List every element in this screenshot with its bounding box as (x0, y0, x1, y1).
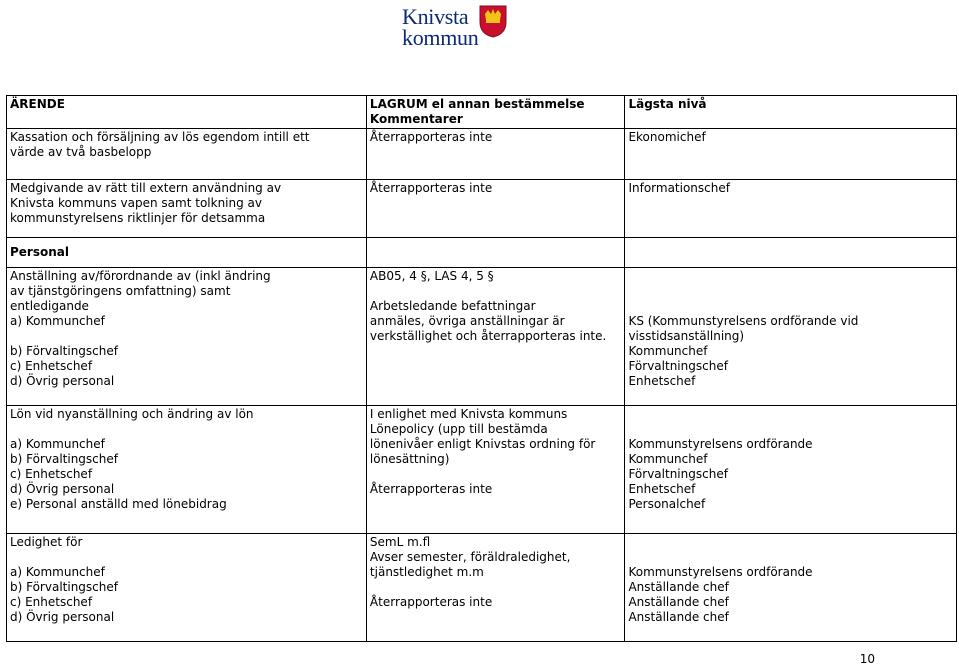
cell-spacer (10, 422, 363, 437)
cell-line: visstidsanställning) (628, 329, 745, 343)
section-personal: Personal (7, 238, 367, 268)
cell-line: b) Förvaltingschef (10, 580, 118, 594)
cell-line: Lönepolicy (upp till bestämda (369, 422, 548, 436)
r1-niva (625, 129, 957, 180)
table-row (7, 129, 957, 180)
cell-spacer (628, 535, 953, 550)
cell-line: Återrapporteras inte (369, 595, 493, 609)
cell-line: Lön vid nyanställning och ändring av lön (10, 407, 254, 421)
section-empty (366, 238, 625, 268)
table-row (7, 406, 957, 534)
cell-line: Återrapporteras inte (369, 130, 493, 144)
cell-spacer (628, 269, 953, 284)
cell-line: c) Enhetschef (10, 467, 93, 481)
cell-line: Kassation och försäljning av lös egendom intill ett (10, 130, 310, 144)
cell-spacer (10, 550, 363, 565)
table-row (7, 534, 957, 642)
cell-spacer (628, 299, 953, 314)
header-arende: ÄRENDE (7, 96, 367, 129)
cell-line: d) Övrig personal (10, 610, 115, 624)
r5-lagrum (366, 534, 625, 642)
table-row (7, 268, 957, 406)
coat-of-arms-icon (478, 4, 508, 38)
r5-niva (625, 534, 957, 642)
r4-lagrum (366, 406, 625, 534)
cell-line: Avser semester, föräldraledighet, (369, 550, 571, 564)
cell-line: a) Kommunchef (10, 314, 105, 328)
r4-niva (625, 406, 957, 534)
cell-line: Ledighet för (10, 535, 83, 549)
r2-lagrum (366, 180, 625, 238)
logo-line2: kommun (402, 25, 479, 50)
cell-line: Medgivande av rätt till extern användning av (10, 181, 282, 195)
table-row (7, 180, 957, 238)
cell-line: Anställande chef (628, 610, 729, 624)
cell-line: c) Enhetschef (10, 595, 93, 609)
r3-arende (7, 268, 367, 406)
cell-line: Ekonomichef (628, 130, 706, 144)
cell-spacer (370, 467, 622, 482)
cell-line: I enlighet med Knivsta kommuns (369, 407, 568, 421)
cell-line: Anställning av/förordnande av (inkl ändring (10, 269, 271, 283)
cell-line: SemL m.fl (369, 535, 431, 549)
cell-line: a) Kommunchef (10, 565, 105, 579)
cell-line: entledigande (10, 299, 89, 313)
cell-line: d) Övrig personal (10, 374, 115, 388)
cell-line: av tjänstgöringens omfattning) samt (10, 284, 231, 298)
r5-arende (7, 534, 367, 642)
cell-spacer (370, 284, 622, 299)
cell-line: anmäles, övriga anställningar är (369, 314, 565, 328)
cell-line: AB05, 4 §, LAS 4, 5 § (369, 269, 494, 283)
cell-spacer (628, 422, 953, 437)
cell-line: Kommunstyrelsens ordförande (628, 565, 813, 579)
cell-line: KS (Kommunstyrelsens ordförande vid (628, 314, 859, 328)
cell-line: Kommunchef (628, 452, 708, 466)
page-number: 10 (859, 652, 875, 666)
cell-line: Anställande chef (628, 595, 729, 609)
knivsta-kommun-logo (402, 4, 512, 52)
cell-line: Anställande chef (628, 580, 729, 594)
cell-line: Enhetschef (628, 374, 696, 388)
cell-line: c) Enhetschef (10, 359, 93, 373)
cell-line: e) Personal anställd med lönebidrag (10, 497, 227, 511)
delegation-table (6, 95, 957, 642)
r3-niva (625, 268, 957, 406)
cell-line: Personalchef (628, 497, 706, 511)
r2-arende (7, 180, 367, 238)
r2-niva (625, 180, 957, 238)
cell-line: Kommunchef (628, 344, 708, 358)
cell-spacer (628, 550, 953, 565)
r3-lagrum (366, 268, 625, 406)
cell-line: Återrapporteras inte (369, 181, 493, 195)
cell-line: Enhetschef (628, 482, 696, 496)
section-row (7, 238, 957, 268)
cell-line: Återrapporteras inte (369, 482, 493, 496)
cell-spacer (628, 284, 953, 299)
cell-line: Informationschef (628, 181, 730, 195)
cell-line: Förvaltningschef (628, 359, 728, 373)
cell-line: Knivsta kommuns vapen samt tolkning av (10, 196, 263, 210)
cell-line: verkställighet och återrapporteras inte. (369, 329, 607, 343)
header-lagrum-line1: LAGRUM el annan bestämmelse (369, 97, 585, 111)
table-header-row (7, 96, 957, 129)
cell-line: kommunstyrelsens riktlinjer för detsamma (10, 211, 266, 225)
cell-line: lönenivåer enligt Knivstas ordning för (369, 437, 596, 451)
section-empty (625, 238, 957, 268)
cell-line: Kommunstyrelsens ordförande (628, 437, 813, 451)
cell-line: tjänstledighet m.m (369, 565, 484, 579)
r4-arende (7, 406, 367, 534)
cell-spacer (10, 329, 363, 344)
cell-line: värde av två basbelopp (10, 145, 152, 159)
cell-line: a) Kommunchef (10, 437, 105, 451)
header-lagrum (366, 96, 625, 129)
cell-line: Arbetsledande befattningar (369, 299, 536, 313)
cell-line: Förvaltningschef (628, 467, 728, 481)
cell-spacer (628, 407, 953, 422)
cell-line: d) Övrig personal (10, 482, 115, 496)
cell-line: lönesättning) (369, 452, 450, 466)
cell-line: b) Förvaltingschef (10, 452, 118, 466)
r1-arende (7, 129, 367, 180)
logo-line1: Knivsta (402, 4, 469, 29)
header-lagsta-niva: Lägsta nivå (625, 96, 957, 129)
r1-lagrum (366, 129, 625, 180)
logo-wordmark (402, 6, 478, 48)
cell-line: b) Förvaltingschef (10, 344, 118, 358)
header-lagrum-line2: Kommentarer (369, 112, 463, 126)
cell-spacer (370, 580, 622, 595)
